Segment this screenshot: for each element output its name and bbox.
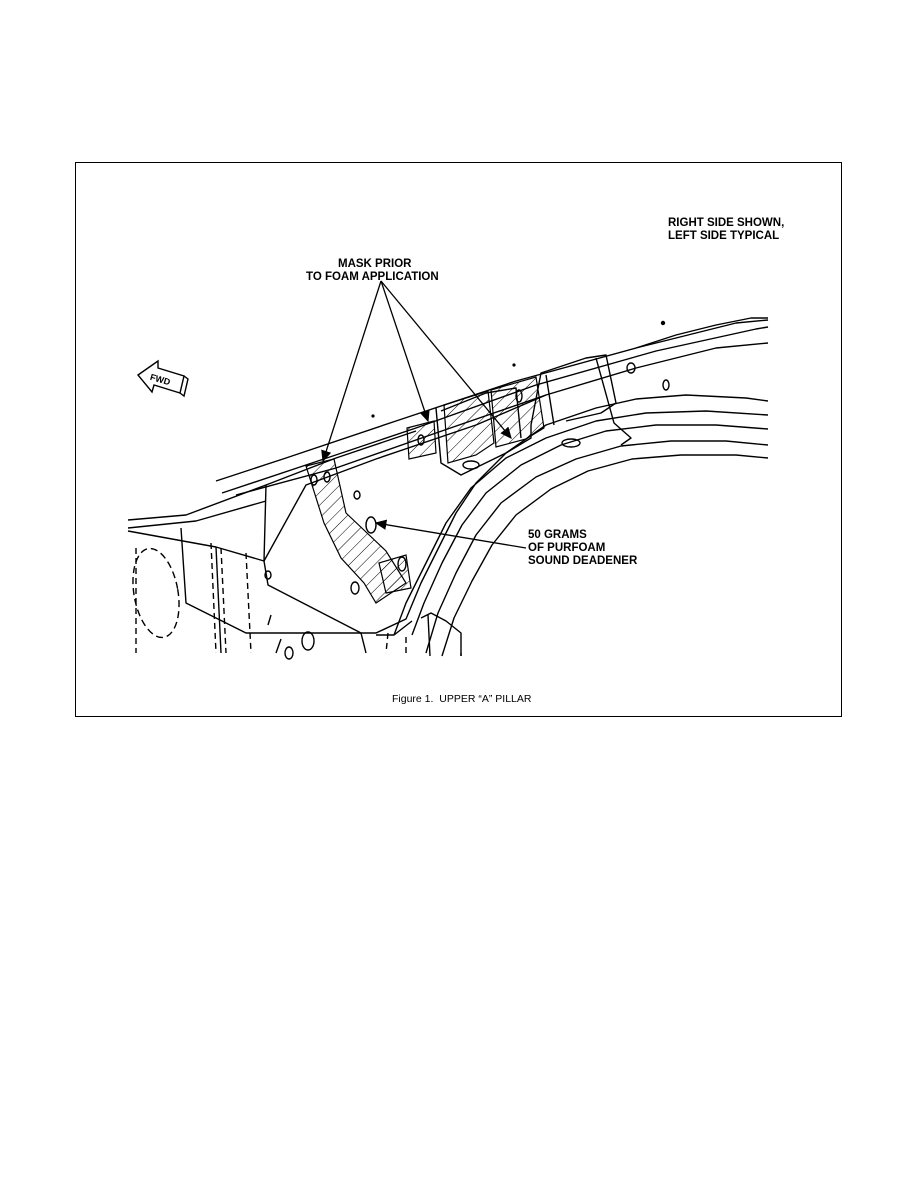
mask-label-line2: TO FOAM APPLICATION xyxy=(306,271,439,283)
foam-label-line1: 50 GRAMS xyxy=(528,529,587,541)
figure-caption: Figure 1. UPPER “A” PILLAR xyxy=(392,693,532,705)
side-note-line2: LEFT SIDE TYPICAL xyxy=(668,230,780,242)
foam-label-line3: SOUND DEADENER xyxy=(528,555,638,567)
mask-label-line1: MASK PRIOR xyxy=(338,258,412,270)
foam-label-line2: OF PURFOAM xyxy=(528,542,606,554)
a-pillar-illustration xyxy=(76,163,841,716)
side-note-line1: RIGHT SIDE SHOWN, xyxy=(668,217,785,229)
fwd-label: FWD xyxy=(148,371,172,388)
figure-frame xyxy=(75,162,842,717)
